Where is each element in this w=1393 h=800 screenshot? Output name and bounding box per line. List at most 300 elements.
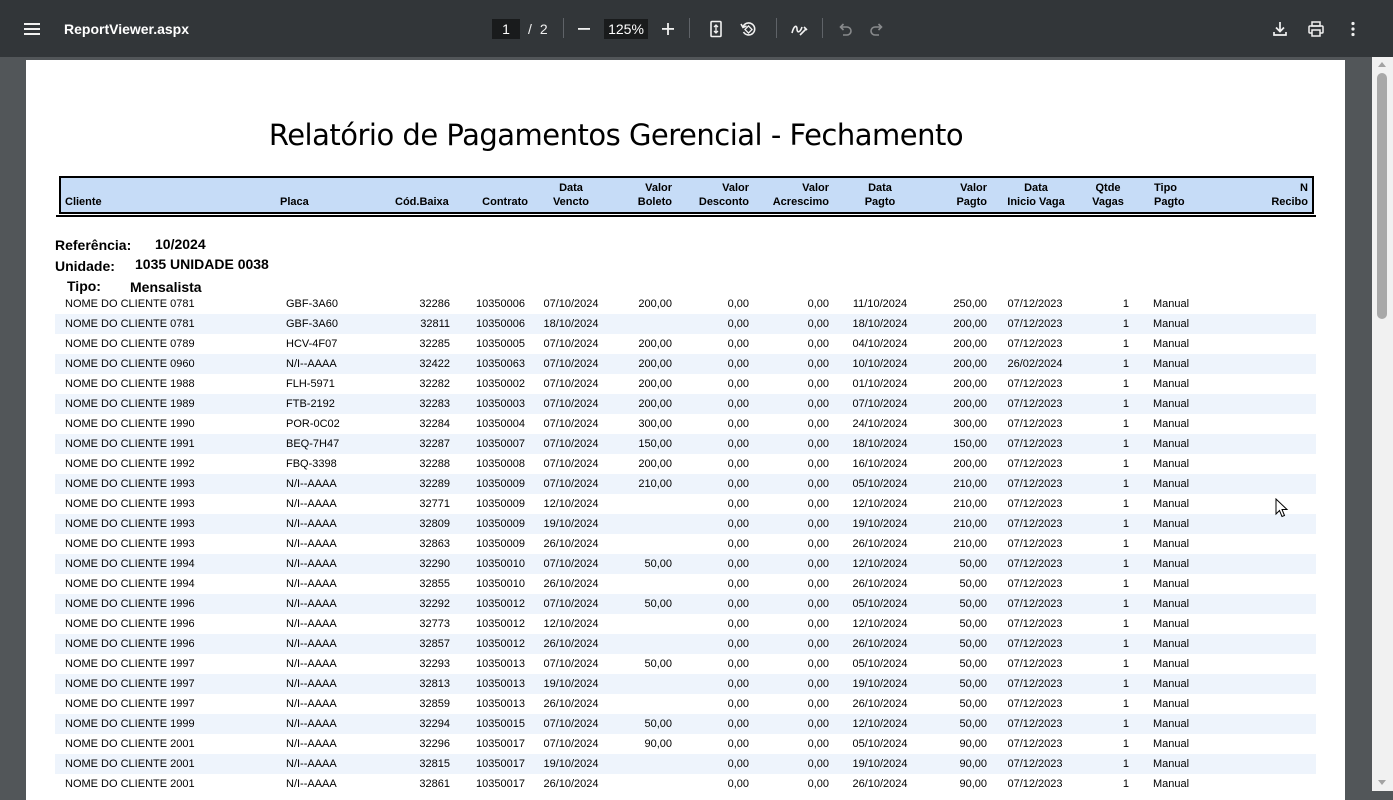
cell-placa: N/I--AAAA	[286, 578, 337, 590]
cell-cod-baixa: 32282	[419, 378, 450, 390]
cell-valor-boleto	[616, 494, 672, 514]
table-row	[55, 774, 1316, 794]
cell-valor-acrescimo: 0,00	[807, 338, 829, 350]
cell-valor-pagto: 250,00	[953, 298, 987, 310]
cell-cod-baixa: 32286	[419, 298, 450, 310]
cell-contrato: 10350008	[476, 458, 525, 470]
cell-valor-boleto: 200,00	[638, 358, 672, 370]
cell-contrato: 10350012	[476, 598, 525, 610]
cell-cod-baixa: 32293	[419, 658, 450, 670]
cell-valor-desconto: 0,00	[727, 778, 749, 790]
cell-data-pagto: 01/10/2024	[852, 378, 908, 390]
cell-qtde-vagas: 1	[1122, 478, 1129, 490]
cell-qtde-vagas: 1	[1122, 438, 1129, 450]
cell-data-inicio: 07/12/2023	[1007, 778, 1063, 790]
print-icon[interactable]	[1300, 13, 1332, 45]
cell-cliente: NOME DO CLIENTE 1997	[65, 698, 195, 710]
header-data-vencto-2: Vencto	[552, 196, 590, 208]
cell-contrato: 10350015	[476, 718, 525, 730]
cell-valor-desconto: 0,00	[727, 738, 749, 750]
cell-data-vencto: 07/10/2024	[543, 418, 599, 430]
cell-contrato: 10350009	[476, 498, 525, 510]
cell-contrato: 10350017	[476, 758, 525, 770]
mouse-cursor-icon	[1275, 498, 1289, 518]
cell-placa: N/I--AAAA	[286, 518, 337, 530]
cell-qtde-vagas: 1	[1122, 518, 1129, 530]
cell-data-vencto: 07/10/2024	[543, 658, 599, 670]
scroll-thumb[interactable]	[1377, 73, 1387, 319]
cell-data-pagto: 26/10/2024	[852, 638, 908, 650]
table-row	[55, 714, 1316, 734]
cell-valor-pagto: 90,00	[959, 778, 987, 790]
cell-cliente: NOME DO CLIENTE 1993	[65, 478, 195, 490]
cell-data-pagto: 16/10/2024	[852, 458, 908, 470]
cell-data-vencto: 07/10/2024	[543, 598, 599, 610]
cell-valor-acrescimo: 0,00	[807, 358, 829, 370]
cell-cod-baixa: 32288	[419, 458, 450, 470]
cell-tipo-pagto: Manual	[1153, 758, 1190, 770]
cell-placa: FLH-5971	[286, 378, 335, 390]
cell-data-pagto: 12/10/2024	[852, 718, 908, 730]
cell-placa: N/I--AAAA	[286, 698, 337, 710]
cell-valor-boleto	[616, 674, 672, 694]
vertical-scrollbar[interactable]	[1372, 57, 1393, 791]
cell-qtde-vagas: 1	[1122, 698, 1129, 710]
cell-qtde-vagas: 1	[1122, 758, 1129, 770]
cell-valor-boleto: 50,00	[644, 598, 672, 610]
cell-valor-acrescimo: 0,00	[807, 578, 829, 590]
cell-cliente: NOME DO CLIENTE 2001	[65, 738, 195, 750]
table-row	[55, 414, 1316, 434]
cell-data-pagto: 05/10/2024	[852, 738, 908, 750]
header-data-pagto-2: Pagto	[864, 196, 896, 208]
table-row	[55, 514, 1316, 534]
cell-data-inicio: 07/12/2023	[1007, 478, 1063, 490]
draw-icon[interactable]	[783, 13, 815, 45]
cell-qtde-vagas: 1	[1122, 598, 1129, 610]
table-row	[55, 314, 1316, 334]
cell-valor-boleto	[616, 574, 672, 594]
cell-cod-baixa: 32292	[419, 598, 450, 610]
header-data-vencto-1: Data	[559, 182, 583, 194]
cell-data-inicio: 07/12/2023	[1007, 458, 1063, 470]
cell-valor-desconto: 0,00	[727, 598, 749, 610]
cell-valor-pagto: 210,00	[953, 518, 987, 530]
unidade-value: 1035 UNIDADE 0038	[135, 256, 269, 272]
cell-tipo-pagto: Manual	[1153, 458, 1190, 470]
cell-data-vencto: 26/10/2024	[543, 778, 599, 790]
cell-valor-pagto: 200,00	[953, 398, 987, 410]
cell-placa: N/I--AAAA	[286, 558, 337, 570]
redo-icon[interactable]	[861, 13, 893, 45]
cell-tipo-pagto: Manual	[1153, 678, 1190, 690]
cell-valor-boleto: 200,00	[638, 338, 672, 350]
cell-valor-desconto: 0,00	[727, 378, 749, 390]
cell-data-pagto: 19/10/2024	[852, 678, 908, 690]
cell-valor-boleto: 200,00	[638, 378, 672, 390]
cell-valor-boleto	[616, 514, 672, 534]
cell-valor-pagto: 200,00	[953, 358, 987, 370]
cell-cliente: NOME DO CLIENTE 0789	[65, 338, 195, 350]
cell-tipo-pagto: Manual	[1153, 618, 1190, 630]
table-row	[55, 334, 1316, 354]
cell-data-inicio: 07/12/2023	[1007, 758, 1063, 770]
cell-data-vencto: 07/10/2024	[543, 718, 599, 730]
header-qtde-vagas-1: Qtde	[1095, 182, 1121, 194]
table-row	[55, 354, 1316, 374]
cell-valor-boleto	[616, 534, 672, 554]
cell-contrato: 10350002	[476, 378, 525, 390]
undo-icon[interactable]	[829, 13, 861, 45]
table-row	[55, 694, 1316, 714]
toolbar-divider	[563, 18, 564, 38]
cell-cod-baixa: 32296	[419, 738, 450, 750]
cell-cliente: NOME DO CLIENTE 1997	[65, 678, 195, 690]
zoom-in-icon[interactable]	[652, 13, 684, 45]
cell-qtde-vagas: 1	[1122, 338, 1129, 350]
cell-cod-baixa: 32422	[419, 358, 450, 370]
cell-placa: GBF-3A60	[286, 298, 338, 310]
cell-valor-pagto: 50,00	[959, 618, 987, 630]
table-row	[55, 294, 1316, 314]
cell-cod-baixa: 32283	[419, 398, 450, 410]
header-valor-acrescimo-2: Acrescimo	[772, 196, 829, 208]
menu-icon[interactable]	[16, 13, 48, 45]
cell-valor-boleto	[616, 694, 672, 714]
cell-cod-baixa: 32771	[419, 498, 450, 510]
cell-tipo-pagto: Manual	[1153, 338, 1190, 350]
cell-data-inicio: 07/12/2023	[1007, 538, 1063, 550]
header-n-recibo-1: N	[1300, 182, 1308, 194]
table-row	[55, 654, 1316, 674]
cell-contrato: 10350012	[476, 638, 525, 650]
header-placa: Placa	[280, 196, 309, 208]
table-row	[55, 534, 1316, 554]
cell-cliente: NOME DO CLIENTE 0960	[65, 358, 195, 370]
cell-contrato: 10350063	[476, 358, 525, 370]
cell-valor-desconto: 0,00	[727, 418, 749, 430]
cell-data-pagto: 19/10/2024	[852, 518, 908, 530]
cell-qtde-vagas: 1	[1122, 638, 1129, 650]
cell-data-pagto: 26/10/2024	[852, 538, 908, 550]
cell-cliente: NOME DO CLIENTE 1993	[65, 498, 195, 510]
cell-valor-desconto: 0,00	[727, 318, 749, 330]
zoom-level-input[interactable]: 125%	[604, 19, 648, 39]
cell-data-vencto: 26/10/2024	[543, 578, 599, 590]
cell-valor-boleto	[616, 314, 672, 334]
cell-cod-baixa: 32285	[419, 338, 450, 350]
table-row	[55, 634, 1316, 654]
page-number-input[interactable]: 1	[492, 19, 520, 39]
scroll-up-arrow-icon[interactable]	[1378, 62, 1386, 67]
cell-data-vencto: 26/10/2024	[543, 638, 599, 650]
cell-valor-pagto: 50,00	[959, 558, 987, 570]
cell-placa: N/I--AAAA	[286, 638, 337, 650]
cell-placa: HCV-4F07	[286, 338, 338, 350]
cell-tipo-pagto: Manual	[1153, 418, 1190, 430]
cell-qtde-vagas: 1	[1122, 498, 1129, 510]
cell-valor-pagto: 200,00	[953, 318, 987, 330]
cell-tipo-pagto: Manual	[1153, 298, 1190, 310]
cell-data-inicio: 26/02/2024	[1007, 358, 1063, 370]
header-tipo-pagto-2: Pagto	[1154, 196, 1185, 208]
cell-valor-acrescimo: 0,00	[807, 678, 829, 690]
cell-valor-pagto: 200,00	[953, 378, 987, 390]
cell-data-pagto: 12/10/2024	[852, 618, 908, 630]
header-data-inicio-vaga-2: Inicio Vaga	[1007, 196, 1065, 208]
referencia-value: 10/2024	[155, 236, 206, 252]
scroll-down-arrow-icon[interactable]	[1378, 780, 1386, 785]
cell-data-vencto: 19/10/2024	[543, 678, 599, 690]
cell-valor-pagto: 150,00	[953, 438, 987, 450]
pdf-page	[26, 60, 1345, 800]
cell-tipo-pagto: Manual	[1153, 638, 1190, 650]
cell-valor-pagto: 210,00	[953, 478, 987, 490]
cell-tipo-pagto: Manual	[1153, 698, 1190, 710]
table-row	[55, 374, 1316, 394]
cell-data-inicio: 07/12/2023	[1007, 418, 1063, 430]
cell-placa: N/I--AAAA	[286, 498, 337, 510]
cell-data-inicio: 07/12/2023	[1007, 598, 1063, 610]
fit-page-icon[interactable]	[700, 13, 732, 45]
cell-valor-acrescimo: 0,00	[807, 718, 829, 730]
cell-data-vencto: 07/10/2024	[543, 338, 599, 350]
cell-contrato: 10350007	[476, 438, 525, 450]
cell-valor-pagto: 50,00	[959, 718, 987, 730]
toolbar-divider	[822, 18, 823, 38]
cell-tipo-pagto: Manual	[1153, 498, 1190, 510]
cell-qtde-vagas: 1	[1122, 398, 1129, 410]
table-row	[55, 434, 1316, 454]
cell-data-vencto: 07/10/2024	[543, 398, 599, 410]
cell-data-pagto: 07/10/2024	[852, 398, 908, 410]
cell-valor-acrescimo: 0,00	[807, 458, 829, 470]
cell-placa: N/I--AAAA	[286, 678, 337, 690]
cell-tipo-pagto: Manual	[1153, 478, 1190, 490]
cell-data-vencto: 07/10/2024	[543, 478, 599, 490]
rotate-icon[interactable]	[732, 13, 764, 45]
cell-valor-boleto: 200,00	[638, 458, 672, 470]
header-valor-boleto-1: Valor	[645, 182, 672, 194]
cell-data-pagto: 05/10/2024	[852, 478, 908, 490]
cell-contrato: 10350013	[476, 698, 525, 710]
cell-tipo-pagto: Manual	[1153, 518, 1190, 530]
document-title: ReportViewer.aspx	[64, 20, 190, 37]
cell-valor-desconto: 0,00	[727, 678, 749, 690]
cell-data-inicio: 07/12/2023	[1007, 438, 1063, 450]
cell-data-pagto: 26/10/2024	[852, 698, 908, 710]
cell-contrato: 10350003	[476, 398, 525, 410]
cell-placa: N/I--AAAA	[286, 758, 337, 770]
header-n-recibo-2: Recibo	[1271, 196, 1308, 208]
cell-tipo-pagto: Manual	[1153, 658, 1190, 670]
cell-valor-desconto: 0,00	[727, 398, 749, 410]
cell-data-pagto: 18/10/2024	[852, 318, 908, 330]
table-row	[55, 494, 1316, 514]
cell-data-vencto: 19/10/2024	[543, 758, 599, 770]
cell-cod-baixa: 32289	[419, 478, 450, 490]
cell-data-inicio: 07/12/2023	[1007, 318, 1063, 330]
page-separator: /	[528, 20, 532, 37]
cell-contrato: 10350013	[476, 658, 525, 670]
cell-placa: FBQ-3398	[286, 458, 337, 470]
toolbar-divider	[776, 18, 777, 38]
cell-valor-desconto: 0,00	[727, 698, 749, 710]
cell-data-inicio: 07/12/2023	[1007, 398, 1063, 410]
tipo-label: Tipo:	[67, 278, 101, 294]
cell-cliente: NOME DO CLIENTE 0781	[65, 318, 195, 330]
cell-qtde-vagas: 1	[1122, 378, 1129, 390]
cell-data-inicio: 07/12/2023	[1007, 378, 1063, 390]
cell-tipo-pagto: Manual	[1153, 318, 1190, 330]
cell-data-inicio: 07/12/2023	[1007, 338, 1063, 350]
cell-data-inicio: 07/12/2023	[1007, 498, 1063, 510]
cell-qtde-vagas: 1	[1122, 558, 1129, 570]
cell-cliente: NOME DO CLIENTE 1989	[65, 398, 195, 410]
cell-tipo-pagto: Manual	[1153, 398, 1190, 410]
cell-data-inicio: 07/12/2023	[1007, 298, 1063, 310]
toolbar-divider	[689, 18, 690, 38]
header-tipo-pagto-1: Tipo	[1154, 182, 1178, 194]
cell-tipo-pagto: Manual	[1153, 778, 1190, 790]
cell-valor-desconto: 0,00	[727, 498, 749, 510]
cell-cliente: NOME DO CLIENTE 0781	[65, 298, 195, 310]
cell-valor-desconto: 0,00	[727, 558, 749, 570]
header-qtde-vagas-2: Vagas	[1092, 196, 1124, 208]
cell-valor-pagto: 200,00	[953, 458, 987, 470]
cell-placa: N/I--AAAA	[286, 618, 337, 630]
more-options-icon[interactable]	[1337, 13, 1369, 45]
cell-contrato: 10350005	[476, 338, 525, 350]
cell-placa: GBF-3A60	[286, 318, 338, 330]
cell-tipo-pagto: Manual	[1153, 718, 1190, 730]
cell-valor-boleto	[616, 774, 672, 794]
cell-tipo-pagto: Manual	[1153, 538, 1190, 550]
cell-placa: N/I--AAAA	[286, 538, 337, 550]
cell-cod-baixa: 32815	[419, 758, 450, 770]
header-data-inicio-vaga-1: Data	[1024, 182, 1048, 194]
download-icon[interactable]	[1264, 13, 1296, 45]
cell-valor-pagto: 200,00	[953, 338, 987, 350]
cell-data-pagto: 24/10/2024	[852, 418, 908, 430]
cell-valor-pagto: 90,00	[959, 758, 987, 770]
cell-data-vencto: 26/10/2024	[543, 538, 599, 550]
cell-cliente: NOME DO CLIENTE 1994	[65, 578, 195, 590]
cell-tipo-pagto: Manual	[1153, 598, 1190, 610]
table-row	[55, 574, 1316, 594]
cell-cod-baixa: 32857	[419, 638, 450, 650]
header-valor-pagto-1: Valor	[960, 182, 987, 194]
cell-tipo-pagto: Manual	[1153, 558, 1190, 570]
cell-cliente: NOME DO CLIENTE 1990	[65, 418, 195, 430]
cell-valor-boleto: 200,00	[638, 298, 672, 310]
table-row	[55, 474, 1316, 494]
cell-cod-baixa: 32284	[419, 418, 450, 430]
table-row	[55, 614, 1316, 634]
cell-placa: N/I--AAAA	[286, 598, 337, 610]
cell-data-pagto: 10/10/2024	[852, 358, 908, 370]
cell-valor-acrescimo: 0,00	[807, 738, 829, 750]
cell-cod-baixa: 32294	[419, 718, 450, 730]
cell-valor-pagto: 300,00	[953, 418, 987, 430]
cell-valor-desconto: 0,00	[727, 538, 749, 550]
cell-placa: N/I--AAAA	[286, 718, 337, 730]
cell-data-inicio: 07/12/2023	[1007, 738, 1063, 750]
cell-valor-pagto: 50,00	[959, 638, 987, 650]
cell-data-vencto: 07/10/2024	[543, 358, 599, 370]
cell-cliente: NOME DO CLIENTE 1993	[65, 538, 195, 550]
cell-valor-pagto: 50,00	[959, 678, 987, 690]
table-row	[55, 394, 1316, 414]
cell-cliente: NOME DO CLIENTE 1996	[65, 638, 195, 650]
cell-tipo-pagto: Manual	[1153, 738, 1190, 750]
cell-qtde-vagas: 1	[1122, 778, 1129, 790]
tipo-value: Mensalista	[130, 279, 202, 295]
cell-valor-boleto: 150,00	[638, 438, 672, 450]
zoom-out-icon[interactable]	[568, 13, 600, 45]
header-valor-pagto-2: Pagto	[956, 196, 987, 208]
header-cod-baixa: Cód.Baixa	[395, 196, 449, 208]
cell-tipo-pagto: Manual	[1153, 438, 1190, 450]
cell-valor-pagto: 50,00	[959, 578, 987, 590]
cell-valor-acrescimo: 0,00	[807, 598, 829, 610]
cell-data-inicio: 07/12/2023	[1007, 638, 1063, 650]
cell-cod-baixa: 32859	[419, 698, 450, 710]
cell-cod-baixa: 32809	[419, 518, 450, 530]
cell-valor-acrescimo: 0,00	[807, 298, 829, 310]
cell-cliente: NOME DO CLIENTE 1999	[65, 718, 195, 730]
cell-valor-acrescimo: 0,00	[807, 558, 829, 570]
cell-valor-desconto: 0,00	[727, 358, 749, 370]
cell-contrato: 10350017	[476, 738, 525, 750]
cell-valor-boleto: 210,00	[638, 478, 672, 490]
cell-valor-desconto: 0,00	[727, 758, 749, 770]
cell-valor-desconto: 0,00	[727, 718, 749, 730]
cell-qtde-vagas: 1	[1122, 658, 1129, 670]
cell-qtde-vagas: 1	[1122, 358, 1129, 370]
cell-valor-pagto: 90,00	[959, 738, 987, 750]
cell-data-pagto: 05/10/2024	[852, 598, 908, 610]
cell-qtde-vagas: 1	[1122, 458, 1129, 470]
cell-cod-baixa: 32813	[419, 678, 450, 690]
cell-data-vencto: 07/10/2024	[543, 378, 599, 390]
cell-placa: N/I--AAAA	[286, 658, 337, 670]
cell-valor-acrescimo: 0,00	[807, 398, 829, 410]
cell-valor-desconto: 0,00	[727, 458, 749, 470]
cell-placa: N/I--AAAA	[286, 778, 337, 790]
cell-valor-boleto: 50,00	[644, 718, 672, 730]
cell-contrato: 10350009	[476, 518, 525, 530]
cell-placa: POR-0C02	[286, 418, 340, 430]
cell-valor-acrescimo: 0,00	[807, 658, 829, 670]
header-divider	[56, 215, 1316, 217]
cell-data-vencto: 07/10/2024	[543, 298, 599, 310]
cell-qtde-vagas: 1	[1122, 538, 1129, 550]
table-row	[55, 674, 1316, 694]
cell-data-vencto: 26/10/2024	[543, 698, 599, 710]
cell-cliente: NOME DO CLIENTE 1997	[65, 658, 195, 670]
cell-valor-desconto: 0,00	[727, 338, 749, 350]
cell-valor-desconto: 0,00	[727, 478, 749, 490]
cell-valor-acrescimo: 0,00	[807, 638, 829, 650]
cell-cliente: NOME DO CLIENTE 2001	[65, 758, 195, 770]
cell-data-vencto: 12/10/2024	[543, 498, 599, 510]
cell-data-vencto: 12/10/2024	[543, 618, 599, 630]
cell-valor-acrescimo: 0,00	[807, 418, 829, 430]
cell-contrato: 10350009	[476, 538, 525, 550]
cell-cod-baixa: 32773	[419, 618, 450, 630]
cell-placa: BEQ-7H47	[286, 438, 340, 450]
